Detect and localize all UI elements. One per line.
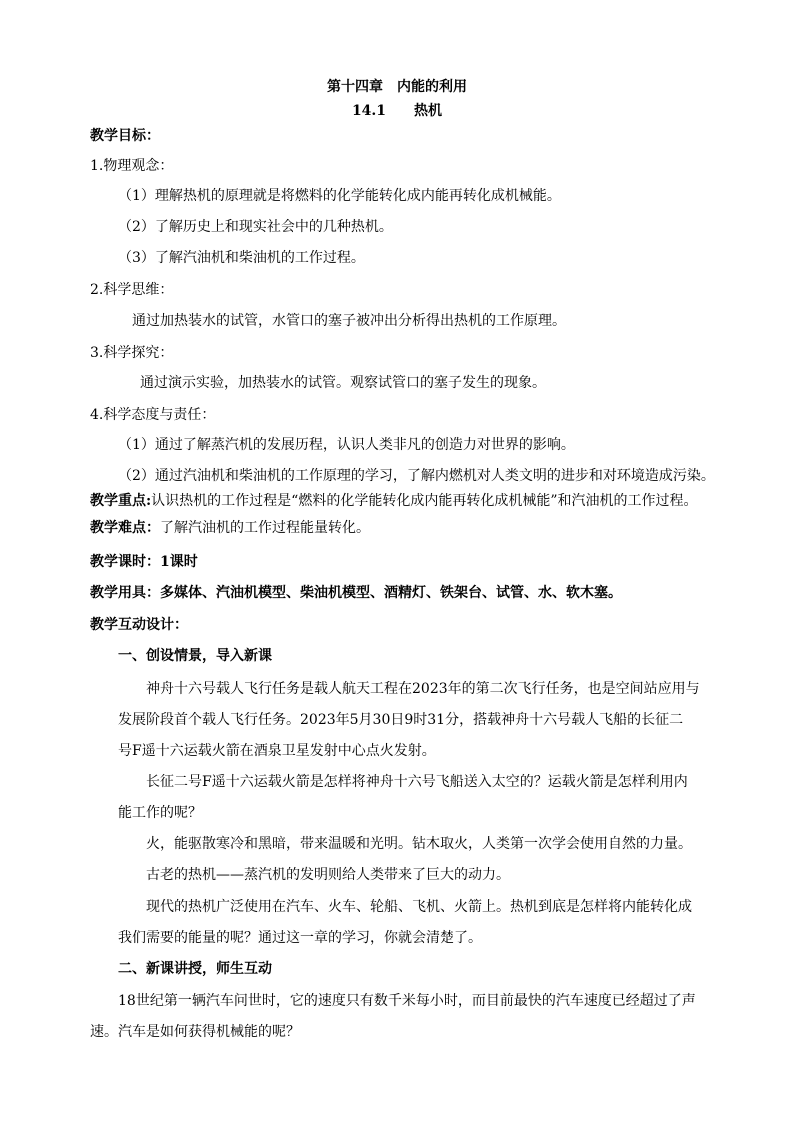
objective-3-text: 通过演示实验，加热装水的试管。观察试管口的塞子发生的现象。 — [140, 375, 546, 391]
difficulty-line — [90, 518, 370, 538]
objective-2-text: 通过加热装水的试管，水管口的塞子被冲出分析得出热机的工作原理。 — [132, 313, 566, 329]
key-point-label: 教学重点: — [90, 493, 152, 509]
objective-1-heading: 1.物理观念： — [90, 158, 174, 174]
part-2-heading: 二、新课讲授，师生互动 — [118, 961, 272, 977]
objective-2-heading: 2.科学思维： — [90, 282, 174, 298]
teaching-hours: 教学课时：1课时 — [90, 554, 198, 570]
part-1-paragraph-line: 号F遥十六运载火箭在酒泉卫星发射中心点火发射。 — [118, 743, 436, 759]
part-1-paragraph-line: 现代的热机广泛使用在汽车、火车、轮船、飞机、火箭上。热机到底是怎样将内能转化成 — [146, 899, 692, 915]
chapter-title: 第十四章 内能的利用 — [327, 79, 467, 95]
part-1-heading: 一、创设情景，导入新课 — [118, 648, 272, 664]
difficulty-text: 了解汽油机的工作过程能量转化。 — [160, 520, 370, 536]
objective-1-item: （1）理解热机的原理就是将燃料的化学能转化成内能再转化成机械能。 — [118, 188, 561, 204]
design-heading: 教学互动设计： — [90, 617, 188, 633]
objective-1-item: （2）了解历史上和现实社会中的几种热机。 — [118, 219, 393, 235]
part-1-paragraph-line: 我们需要的能量的呢？通过这一章的学习，你就会清楚了。 — [118, 930, 482, 946]
part-1-paragraph-line: 古老的热机——蒸汽机的发明则给人类带来了巨大的动力。 — [146, 867, 510, 883]
objective-4-heading: 4.科学态度与责任： — [90, 407, 216, 423]
key-point-text: 认识热机的工作过程是“燃料的化学能转化成内能再转化成机械能”和汽油机的工作过程。 — [151, 493, 698, 509]
section-title: 14.1 热机 — [351, 103, 443, 119]
objective-4-item: （1）通过了解蒸汽机的发展历程，认识人类非凡的创造力对世界的影响。 — [118, 437, 575, 453]
difficulty-label: 教学难点： — [90, 520, 160, 536]
key-point-line — [90, 491, 697, 511]
objective-4-item: （2）通过汽油机和柴油机的工作原理的学习，了解内燃机对人类文明的进步和对环境造成污染。 — [118, 468, 715, 484]
part-1-paragraph-line: 发展阶段首个载人飞行任务。2023年5月30日9时31分，搭载神舟十六号载人飞船的长征二 — [118, 712, 684, 728]
objectives-heading: 教学目标： — [90, 128, 160, 144]
part-2-paragraph-line: 18世纪第一辆汽车问世时，它的速度只有数千米每小时，而目前最快的汽车速度已经超过了声 — [118, 993, 696, 1009]
objective-3-heading: 3.科学探究： — [90, 345, 174, 361]
part-2-paragraph-line: 速。汽车是如何获得机械能的呢？ — [90, 1024, 300, 1040]
teaching-tools: 教学用具：多媒体、汽油机模型、柴油机模型、酒精灯、铁架台、试管、水、软木塞。 — [90, 585, 622, 601]
part-1-paragraph-line: 能工作的呢？ — [118, 805, 202, 821]
objective-1-item: （3）了解汽油机和柴油机的工作过程。 — [118, 250, 365, 266]
part-1-paragraph-line: 长征二号F遥十六运载火箭是怎样将神舟十六号飞船送入太空的？运载火箭是怎样利用内 — [146, 774, 688, 790]
part-1-paragraph-line: 神舟十六号载人飞行任务是载人航天工程在2023年的第二次飞行任务，也是空间站应用与 — [146, 681, 700, 697]
part-1-paragraph-line: 火，能驱散寒冷和黑暗，带来温暖和光明。钻木取火，人类第一次学会使用自然的力量。 — [146, 836, 692, 852]
